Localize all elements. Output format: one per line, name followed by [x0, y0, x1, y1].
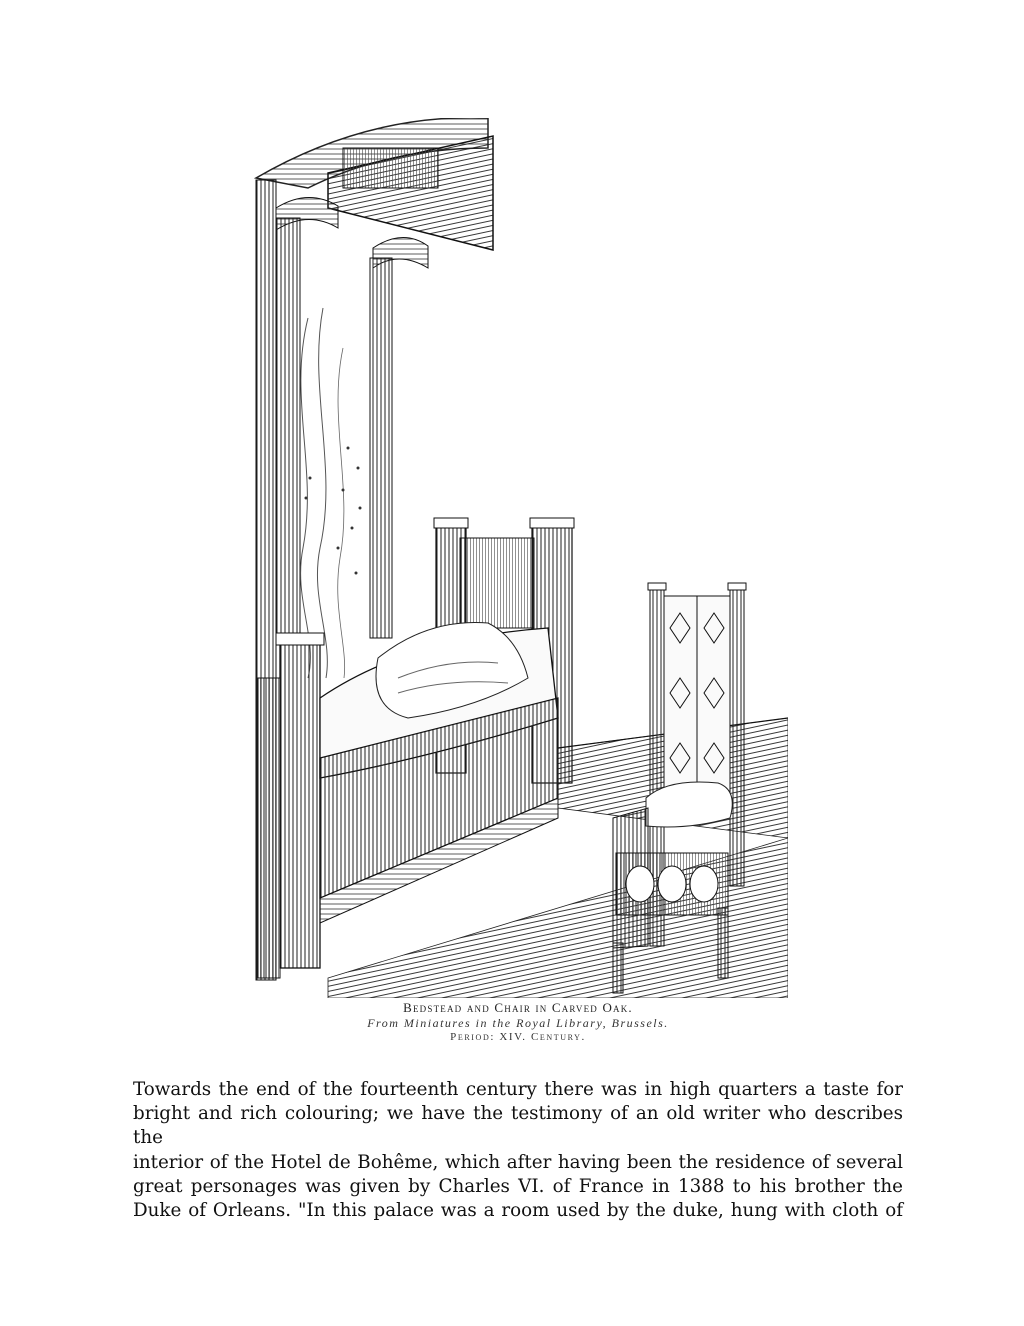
body-line: bright and rich colouring; we have the testimony of an old writer who describes the	[133, 1103, 903, 1149]
body-line: interior of the Hotel de Bohême, which after having been the residence of several	[133, 1151, 903, 1173]
figure-caption	[248, 1000, 788, 1045]
body-line: Towards the end of the fourteenth century there was in high quarters a taste for	[133, 1079, 903, 1100]
bedstead-chair-illustration	[248, 118, 788, 998]
engraving-figure	[248, 118, 788, 1060]
caption-title: Bedstead and Chair in Carved Oak.	[403, 1000, 633, 1015]
body-paragraph	[133, 1078, 903, 1223]
body-line: Duke of Orleans. "In this palace was a room used by the duke, hung with cloth of	[133, 1200, 903, 1222]
body-line: great personages was given by Charles VI. of France in 1388 to his brother the	[133, 1175, 903, 1197]
caption-source: From Miniatures in the Royal Library, Brussels.	[367, 1016, 669, 1031]
caption-period: Period: XIV. Century.	[450, 1031, 586, 1044]
